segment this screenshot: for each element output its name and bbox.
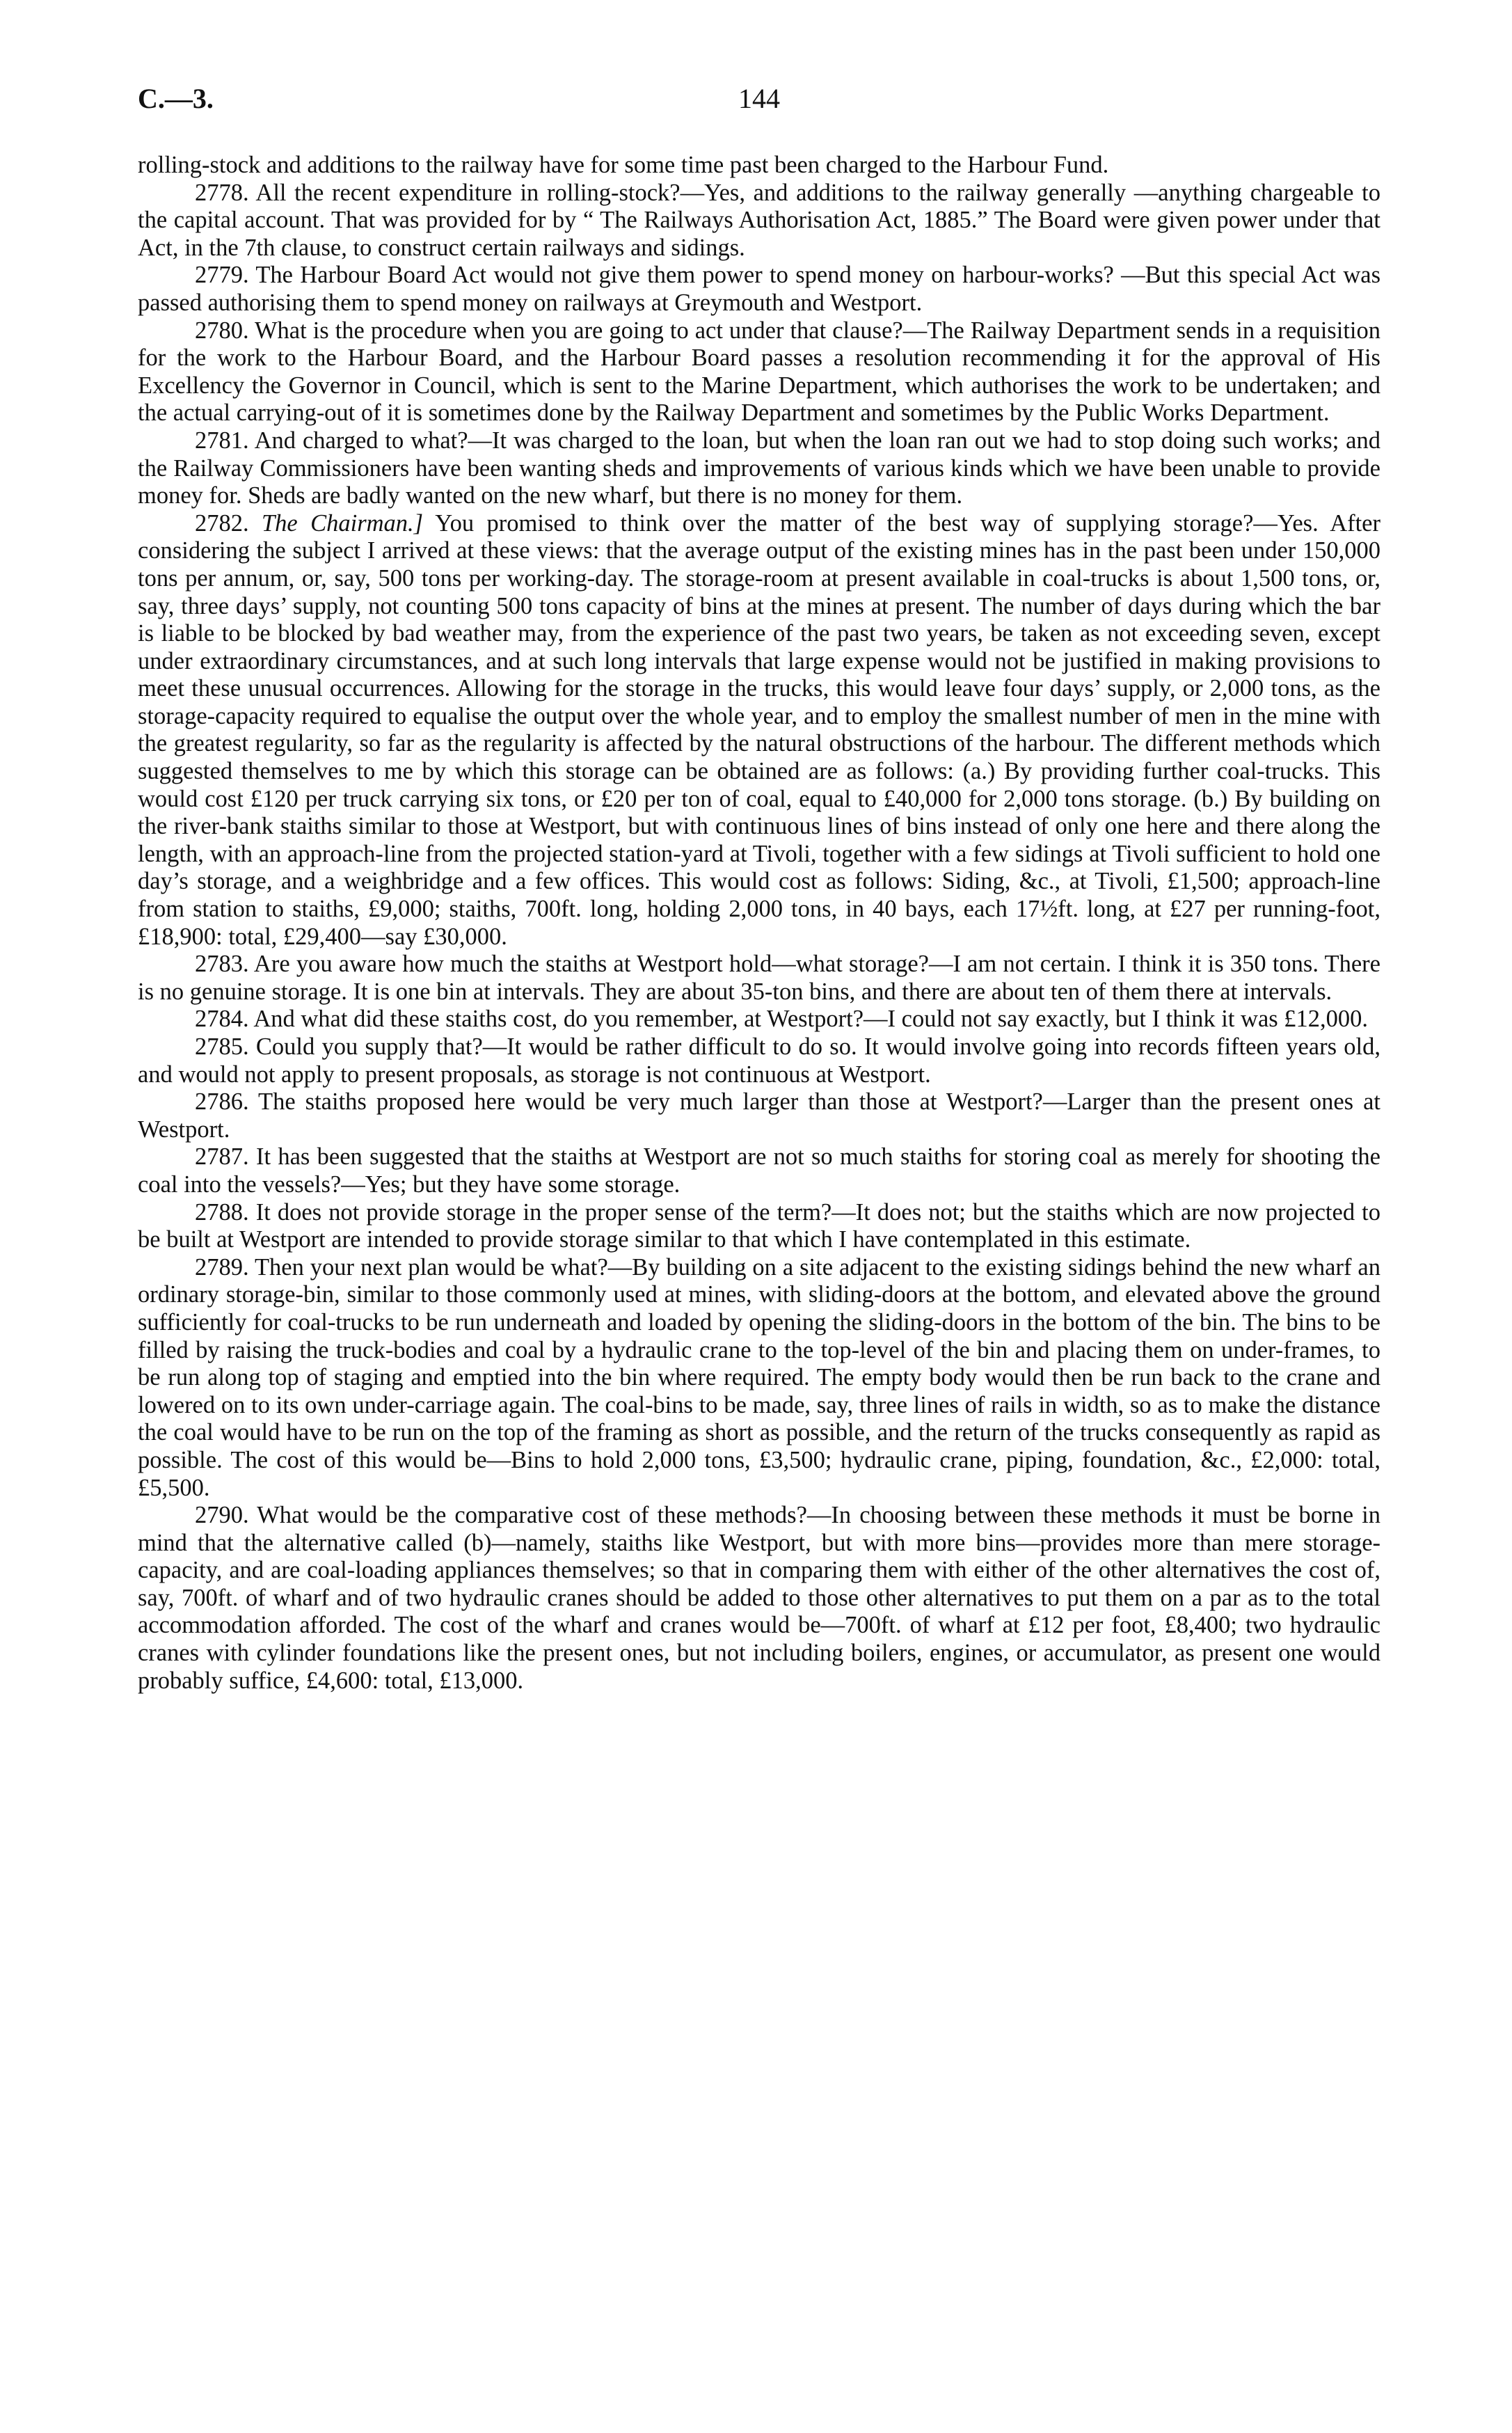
- paragraph-2783: 2783. Are you aware how much the staiths at Westport hold—what storage?—I am not certain. I think it is 350 tons. There is no genuine storage. It is one bin at intervals. They are about 35-ton bins, and there are about ten of them there at intervals.: [138, 951, 1380, 1005]
- speaker-label: The Chairman.]: [262, 509, 424, 537]
- page-body: [138, 152, 1380, 1695]
- paragraph-2782: [138, 510, 1380, 951]
- paragraph-2787: 2787. It has been suggested that the staiths at Westport are not so much staiths for storing coal as merely for shooting the coal into the vessels?—Yes; but they have some storage.: [138, 1143, 1380, 1198]
- document-reference: C.—3.: [138, 83, 214, 114]
- paragraph-2785: 2785. Could you supply that?—It would be rather difficult to do so. It would involve going into records fifteen years old, and would not apply to present proposals, as storage is not continuous at Westport.: [138, 1033, 1380, 1088]
- paragraph-2778: 2778. All the recent expenditure in rolling-stock?—Yes, and additions to the railway generally —anything chargeable to the capital account. That was provided for by “ The Railways Authorisation Act, 1885.” The Board were given power under that Act, in the 7th clause, to construct certain railways and sidings.: [138, 179, 1380, 261]
- page-header: [138, 82, 1380, 124]
- paragraph-2784: 2784. And what did these staiths cost, do you remember, at Westport?—I could not say exactly, but I think it was £12,000.: [195, 1006, 1369, 1033]
- paragraph-2779: 2779. The Harbour Board Act would not give them power to spend money on harbour-works? —But this special Act was passed authorising them to spend money on railways at Greymouth and Westport.: [138, 262, 1380, 316]
- paragraph-text: You promised to think over the matter of the best way of supplying storage?—Yes. After considering the subject I arrived at these views: that the average output of the existing mines has in the past been under 150,000 tons per annum, or, say, 500 tons per working-day. The storage-room at present available in coal-trucks is about 1,500 tons, or, say, three days’ supply, not counting 500 tons capacity of bins at the mines at present. The number of days during which the bar is liable to be blocked by bad weather may, from the experience of the past two years, be taken as not exceeding seven, except under extraordinary circumstances, and at such long intervals that large expense would not be justified in making provisions to meet these unusual occurrences. Allowing for the storage in the trucks, this would leave four days’ supply, or 2,000 tons, as the storage-capacity required to equalise the output over the whole year, and to employ the smallest number of men in the mine with the greatest regularity, so far as the regularity is affected by the natural obstructions of the harbour. The different methods which suggested themselves to me by which this storage can be obtained are as follows: (a.) By providing further coal-trucks. This would cost £120 per truck carrying six tons, or £20 per ton of coal, equal to £40,000 for 2,000 tons storage. (b.) By building on the river-bank staiths similar to those at Westport, but with continuous lines of bins instead of only one here and there along the length, with an approach-line from the projected station-yard at Tivoli, together with a few sidings at Tivoli sufficient to hold one day’s storage, and a weighbridge and a few offices. This would cost as follows: Siding, &c., at Tivoli, £1,500; approach-line from station to staiths, £9,000; staiths, 700ft. long, holding 2,000 tons, in 40 bays, each 17½ft. long, at £27 per running-foot, £18,900: total, £29,400—say £30,000.: [138, 509, 1380, 950]
- page-number: 144: [738, 83, 780, 114]
- paragraph-2788: 2788. It does not provide storage in the proper sense of the term?—It does not; but the staiths which are now projected to be built at Westport are intended to provide storage similar to that which I have contemplated in this estimate.: [138, 1198, 1380, 1253]
- paragraph-2786: 2786. The staiths proposed here would be very much larger than those at Westport?—Larger than the present ones at Westport.: [138, 1088, 1380, 1143]
- paragraph-2790: 2790. What would be the comparative cost of these methods?—In choosing between these methods it must be borne in mind that the alternative called (b)—namely, staiths like Westport, but with more bins—provides more than mere storage-capacity, and are coal-loading appliances themselves; so that in comparing them with either of the other alternatives the cost of, say, 700ft. of wharf and of two hydraulic cranes should be added to those other alternatives to put them on a par as to the total accommodation afforded. The cost of the wharf and cranes would be—700ft. of wharf at £12 per foot, £8,400; two hydraulic cranes with cylinder foundations like the present ones, but not including boilers, engines, or accumulator, as present one would probably suffice, £4,600: total, £13,000.: [138, 1502, 1380, 1694]
- document-page: [138, 0, 1380, 2433]
- paragraph-number: 2782.: [195, 509, 249, 537]
- paragraph-2789: 2789. Then your next plan would be what?—By building on a site adjacent to the existing sidings behind the new wharf an ordinary storage-bin, similar to those commonly used at mines, with sliding-doors at the bottom, and elevated above the ground sufficiently for coal-trucks to be run underneath and loaded by opening the sliding-doors in the bottom of the bin. The bins to be filled by raising the truck-bodies and coal by a hydraulic crane to the top-level of the bin and placing them on under-frames, to be run along top of staging and emptied into the bin where required. The empty body would then be run back to the crane and lowered on to its own under-carriage again. The coal-bins to be made, say, three lines of rails in width, so as to make the distance the coal would have to be run on the top of the framing as short as possible, and the return of the trucks consequently as rapid as possible. The cost of this would be—Bins to hold 2,000 tons, £3,500; hydraulic crane, piping, foundation, &c., £2,000: total, £5,500.: [138, 1253, 1380, 1501]
- paragraph-2781: 2781. And charged to what?—It was charged to the loan, but when the loan ran out we had to stop doing such works; and the Railway Commissioners have been wanting sheds and improvements of various kinds which we have been unable to provide money for. Sheds are badly wanted on the new wharf, but there is no money for them.: [138, 427, 1380, 509]
- paragraph-continuation: rolling-stock and additions to the railway have for some time past been charged to the Harbour Fund.: [138, 152, 1109, 178]
- paragraph-2780: 2780. What is the procedure when you are going to act under that clause?—The Railway Department sends in a requisition for the work to the Harbour Board, and the Harbour Board passes a resolution recommending it for the approval of His Excellency the Governor in Council, which is sent to the Marine Department, which authorises the work to be undertaken; and the actual carrying-out of it is sometimes done by the Railway Department and sometimes by the Public Works Department.: [138, 317, 1380, 427]
